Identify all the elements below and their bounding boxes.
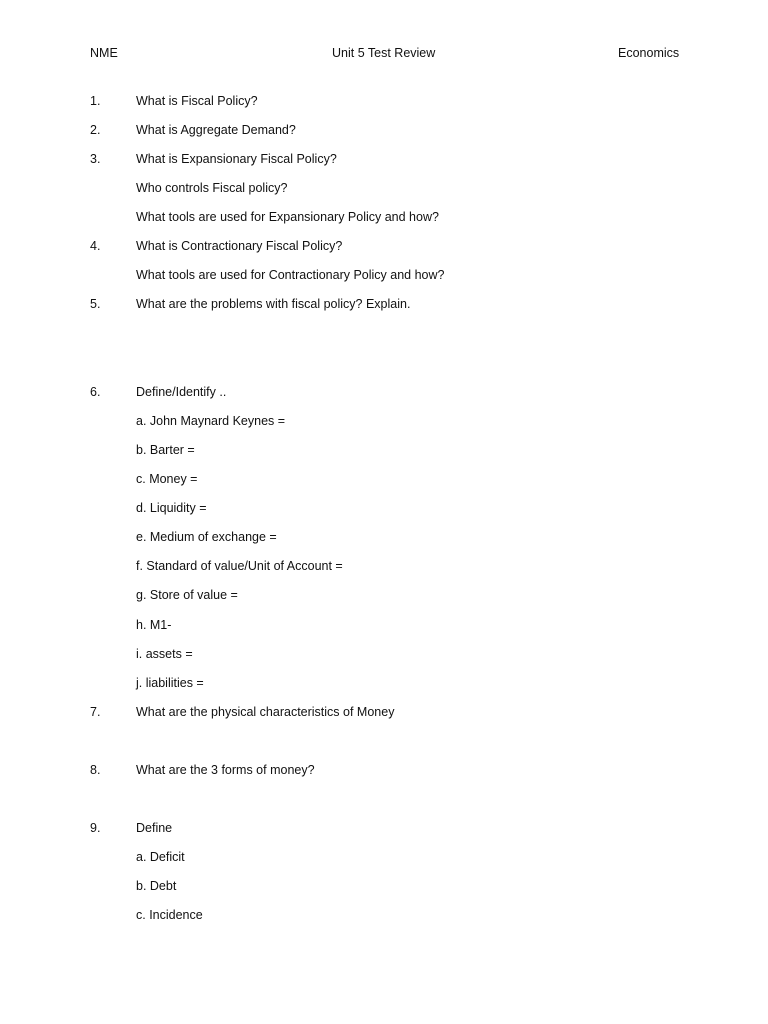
term-item [0,906,768,924]
term-text: c. Incidence [136,908,203,922]
term-text: j. liabilities = [136,676,204,690]
question-text: What tools are used for Contractionary Policy and how? [136,268,445,282]
term-item [0,499,768,517]
term-text: b. Debt [136,879,177,893]
term-text: c. Money = [136,472,198,486]
term-text: g. Store of value = [136,588,238,602]
term-item [0,528,768,546]
term-item [0,848,768,866]
question-number: 5. [90,297,101,311]
question-8 [0,761,768,779]
header-title: Unit 5 Test Review [332,46,436,60]
term-item [0,674,768,692]
term-item [0,412,768,430]
question-text: Define/Identify .. [136,385,227,399]
term-text: d. Liquidity = [136,501,207,515]
term-item [0,557,768,575]
question-9 [0,819,768,837]
page-header [0,46,768,64]
term-text: b. Barter = [136,443,195,457]
question-text: Define [136,821,173,835]
term-text: a. Deficit [136,850,185,864]
question-number: 3. [90,152,101,166]
question-3 [0,150,768,168]
term-item [0,877,768,895]
header-subject: Economics [618,46,680,60]
question-number: 1. [90,94,101,108]
question-5 [0,295,768,313]
question-3-sub-a [0,179,768,197]
term-text: a. John Maynard Keynes = [136,414,286,428]
term-item [0,616,768,634]
question-6 [0,383,768,401]
question-number: 6. [90,385,101,399]
question-text: What are the 3 forms of money? [136,763,315,777]
term-item [0,645,768,663]
question-text: What is Aggregate Demand? [136,123,296,137]
question-text: Who controls Fiscal policy? [136,181,288,195]
term-text: e. Medium of exchange = [136,530,277,544]
question-2 [0,121,768,139]
question-text: What are the physical characteristics of Money [136,705,395,719]
question-7 [0,703,768,721]
question-1 [0,92,768,110]
term-text: i. assets = [136,647,193,661]
header-name-field: NME [90,46,118,60]
question-4-sub-a [0,266,768,284]
question-number: 8. [90,763,101,777]
term-item [0,441,768,459]
term-item [0,586,768,604]
question-text: What is Contractionary Fiscal Policy? [136,239,343,253]
question-text: What is Expansionary Fiscal Policy? [136,152,337,166]
term-text: h. M1- [136,618,172,632]
term-item [0,470,768,488]
question-text: What is Fiscal Policy? [136,94,258,108]
question-number: 4. [90,239,101,253]
question-text: What are the problems with fiscal policy? Explain. [136,297,411,311]
question-text: What tools are used for Expansionary Policy and how? [136,210,439,224]
term-text: f. Standard of value/Unit of Account = [136,559,343,573]
question-number: 2. [90,123,101,137]
question-4 [0,237,768,255]
question-number: 7. [90,705,101,719]
question-number: 9. [90,821,101,835]
question-3-sub-b [0,208,768,226]
